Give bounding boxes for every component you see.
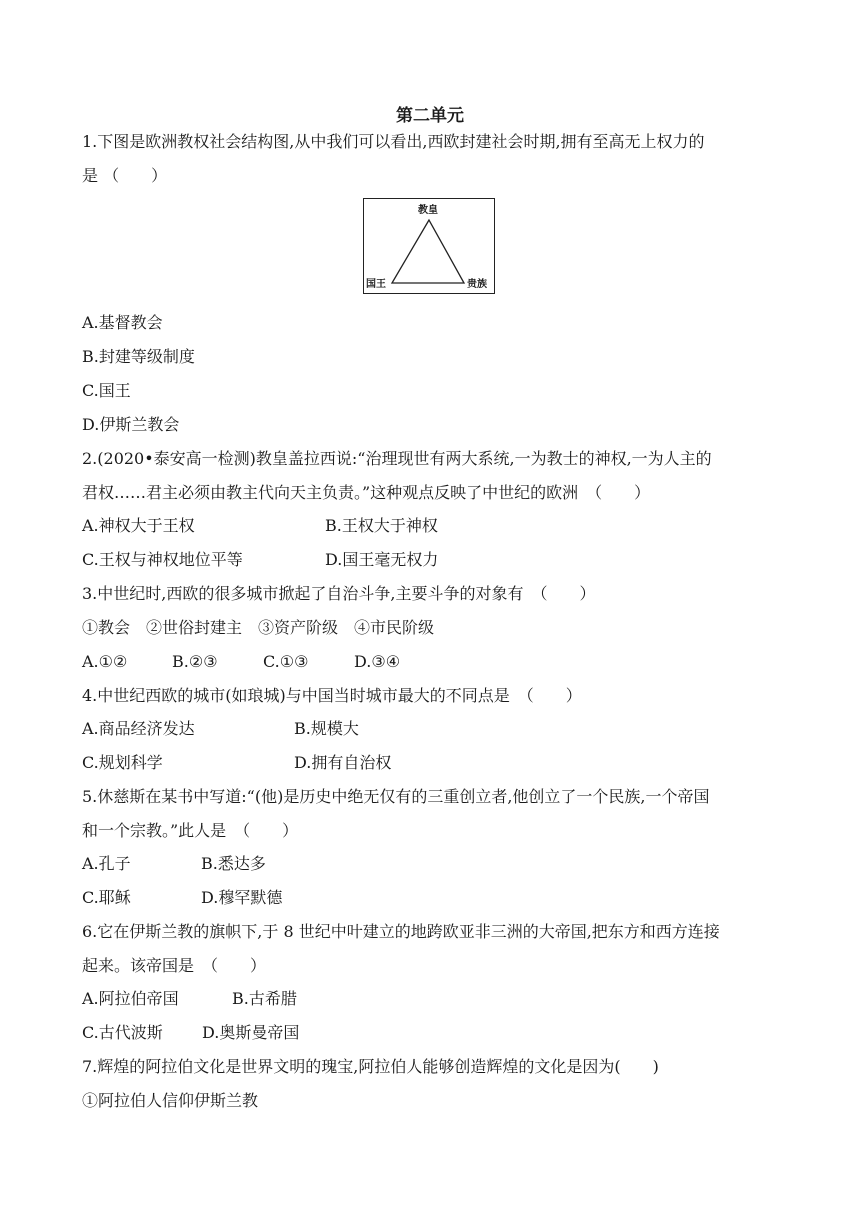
q1-stem-line1: 1.下图是欧洲教权社会结构图,从中我们可以看出,西欧封建社会时期,拥有至高无上权力的 xyxy=(82,132,705,151)
q2-option-c: C.王权与神权地位平等 xyxy=(82,550,243,569)
q4-option-a: A.商品经济发达 xyxy=(82,719,195,738)
q4-option-c: C.规划科学 xyxy=(82,753,163,772)
diagram-label-nobles: 贵族 xyxy=(467,279,487,290)
q2-option-b: B.王权大于神权 xyxy=(325,516,438,535)
page-title: 第二单元 xyxy=(396,106,464,126)
q1-option-a: A.基督教会 xyxy=(82,313,163,332)
q6-stem-line1: 6.它在伊斯兰教的旗帜下,于 8 世纪中叶建立的地跨欧亚非三洲的大帝国,把东方和西方连接 xyxy=(82,922,720,941)
q3-items: ①教会 ②世俗封建主 ③资产阶级 ④市民阶级 xyxy=(82,618,435,637)
q6-stem-line2: 起来。该帝国是 （ ） xyxy=(82,956,267,975)
diagram-label-king: 国王 xyxy=(366,279,386,290)
q2-stem-line2: 君权……君主必须由教主代向天主负责。”这种观点反映了中世纪的欧洲 （ ） xyxy=(82,483,651,502)
q4-stem: 4.中世纪西欧的城市(如琅城)与中国当时城市最大的不同点是 （ ） xyxy=(82,686,582,705)
q6-option-b: B.古希腊 xyxy=(232,989,297,1008)
q2-stem-line1: 2.(2020•泰安高一检测)教皇盖拉西说:“治理现世有两大系统,一为教士的神权,一为人主的 xyxy=(82,449,712,468)
q5-stem-line2: 和一个宗教。”此人是 （ ） xyxy=(82,821,299,840)
q1-stem-line2: 是 （ ） xyxy=(82,166,168,185)
q5-option-a: A.孔子 xyxy=(82,854,131,873)
diagram-label-pope: 教皇 xyxy=(418,205,438,216)
q3-stem: 3.中世纪时,西欧的很多城市掀起了自治斗争,主要斗争的对象有 （ ） xyxy=(82,584,596,603)
q6-option-c: C.古代波斯 xyxy=(82,1023,163,1042)
q3-option-b: B.②③ xyxy=(172,652,218,671)
q2-option-a: A.神权大于王权 xyxy=(82,516,195,535)
q1-option-d: D.伊斯兰教会 xyxy=(82,415,180,434)
q6-option-d: D.奥斯曼帝国 xyxy=(202,1023,300,1042)
q1-option-b: B.封建等级制度 xyxy=(82,347,195,366)
q5-stem-line1: 5.休慈斯在某书中写道:“(他)是历史中绝无仅有的三重创立者,他创立了一个民族,一个帝国 xyxy=(82,787,710,806)
q3-option-c: C.①③ xyxy=(263,652,309,671)
q5-option-c: C.耶稣 xyxy=(82,888,131,907)
q1-option-c: C.国王 xyxy=(82,381,131,400)
q5-option-d: D.穆罕默德 xyxy=(201,888,283,907)
church-hierarchy-diagram xyxy=(363,198,495,294)
q3-option-d: D.③④ xyxy=(354,652,401,671)
q5-option-b: B.悉达多 xyxy=(201,854,266,873)
q4-option-b: B.规模大 xyxy=(294,719,359,738)
q7-stem: 7.辉煌的阿拉伯文化是世界文明的瑰宝,阿拉伯人能够创造辉煌的文化是因为( ) xyxy=(82,1057,659,1076)
q4-option-d: D.拥有自治权 xyxy=(294,753,392,772)
q2-option-d: D.国王毫无权力 xyxy=(325,550,439,569)
q7-items: ①阿拉伯人信仰伊斯兰教 xyxy=(82,1091,259,1110)
q6-option-a: A.阿拉伯帝国 xyxy=(82,989,179,1008)
q3-option-a: A.①② xyxy=(82,652,128,671)
